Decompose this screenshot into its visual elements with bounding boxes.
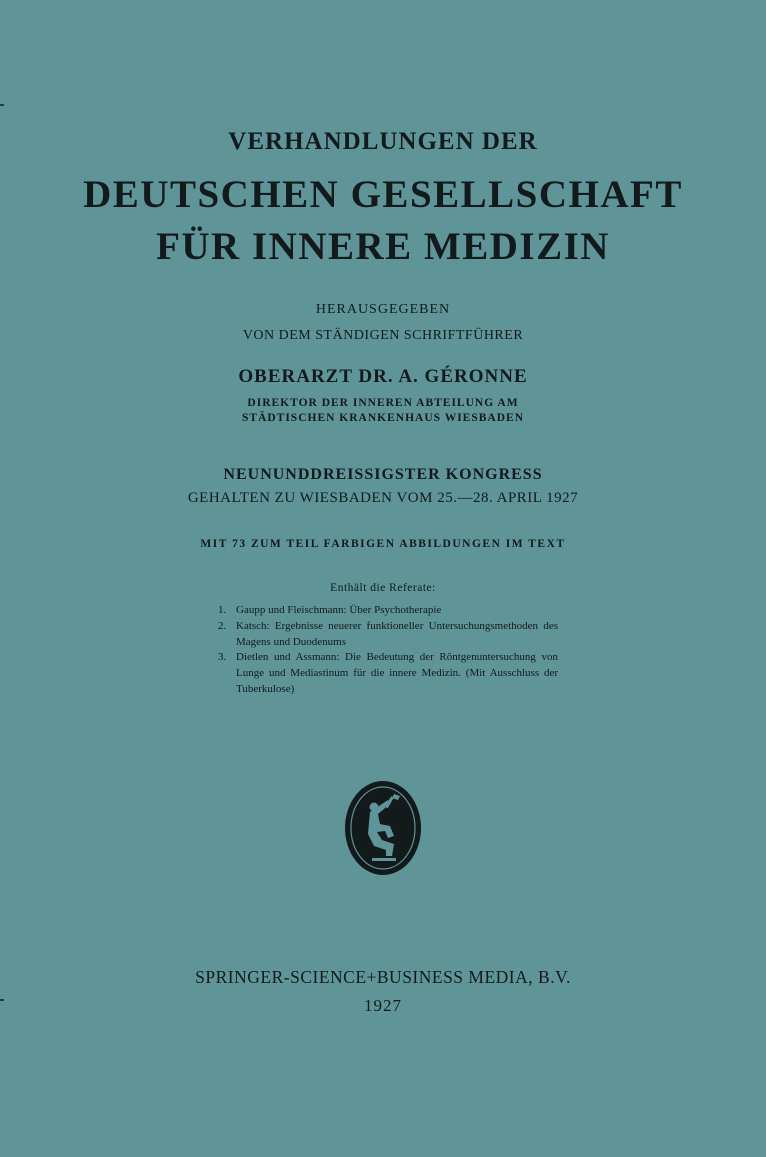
list-item bbox=[218, 603, 558, 619]
editor-affiliation bbox=[0, 396, 766, 426]
editor-prefix: OBERARZT bbox=[238, 366, 353, 387]
affiliation-line-2: STÄDTISCHEN KRANKENHAUS WIESBADEN bbox=[241, 412, 524, 424]
editor-name: A. GÉRONNE bbox=[398, 366, 528, 387]
publication-year: 1927 bbox=[364, 996, 402, 1015]
editor-title: DR. bbox=[358, 366, 394, 387]
springer-knight-emblem-icon bbox=[344, 780, 422, 876]
list-item-number: 2. bbox=[218, 619, 227, 632]
edited-by: VON DEM STÄNDIGEN SCHRIFTFÜHRER bbox=[242, 328, 524, 343]
contains-label: Enthält die Referate: bbox=[330, 582, 436, 594]
list-item-text: Gaupp und Fleischmann: Über Psychotherapie bbox=[236, 604, 442, 616]
edited-label: HERAUSGEGEBEN bbox=[315, 302, 451, 317]
list-item-number: 1. bbox=[218, 604, 227, 616]
list-item bbox=[218, 650, 558, 697]
referate-list bbox=[218, 603, 558, 698]
title-line-1: DEUTSCHEN GESELLSCHAFT bbox=[83, 173, 683, 216]
affiliation-line-1: DIREKTOR DER INNEREN ABTEILUNG AM bbox=[247, 397, 519, 409]
list-item-number: 3. bbox=[218, 651, 227, 664]
title-line-2: FÜR INNERE MEDIZIN bbox=[156, 225, 610, 268]
congress-held: GEHALTEN ZU WIESBADEN VOM 25.—28. APRIL 1927 bbox=[187, 490, 579, 506]
illustrations-note: MIT 73 ZUM TEIL FARBIGEN ABBILDUNGEN IM TEXT bbox=[200, 538, 566, 550]
list-item bbox=[218, 619, 558, 651]
edge-mark-top bbox=[0, 104, 4, 106]
congress: NEUNUNDDREISSIGSTER KONGRESS bbox=[223, 466, 543, 483]
series-title: VERHANDLUNGEN DER bbox=[228, 128, 538, 155]
publisher: SPRINGER-SCIENCE+BUSINESS MEDIA, B.V. bbox=[195, 967, 571, 987]
list-item-text: Katsch: Ergebnisse neuerer funktioneller Untersuchungsmethoden des Magens und Duodenums bbox=[236, 619, 558, 648]
editor-name-line bbox=[0, 366, 766, 388]
list-item-text: Dietlen und Assmann: Die Bedeutung der Röntgenuntersuchung von Lunge und Mediastinum für die innere Medizin. (Mit Ausschluss der Tuberkulose) bbox=[236, 651, 558, 695]
